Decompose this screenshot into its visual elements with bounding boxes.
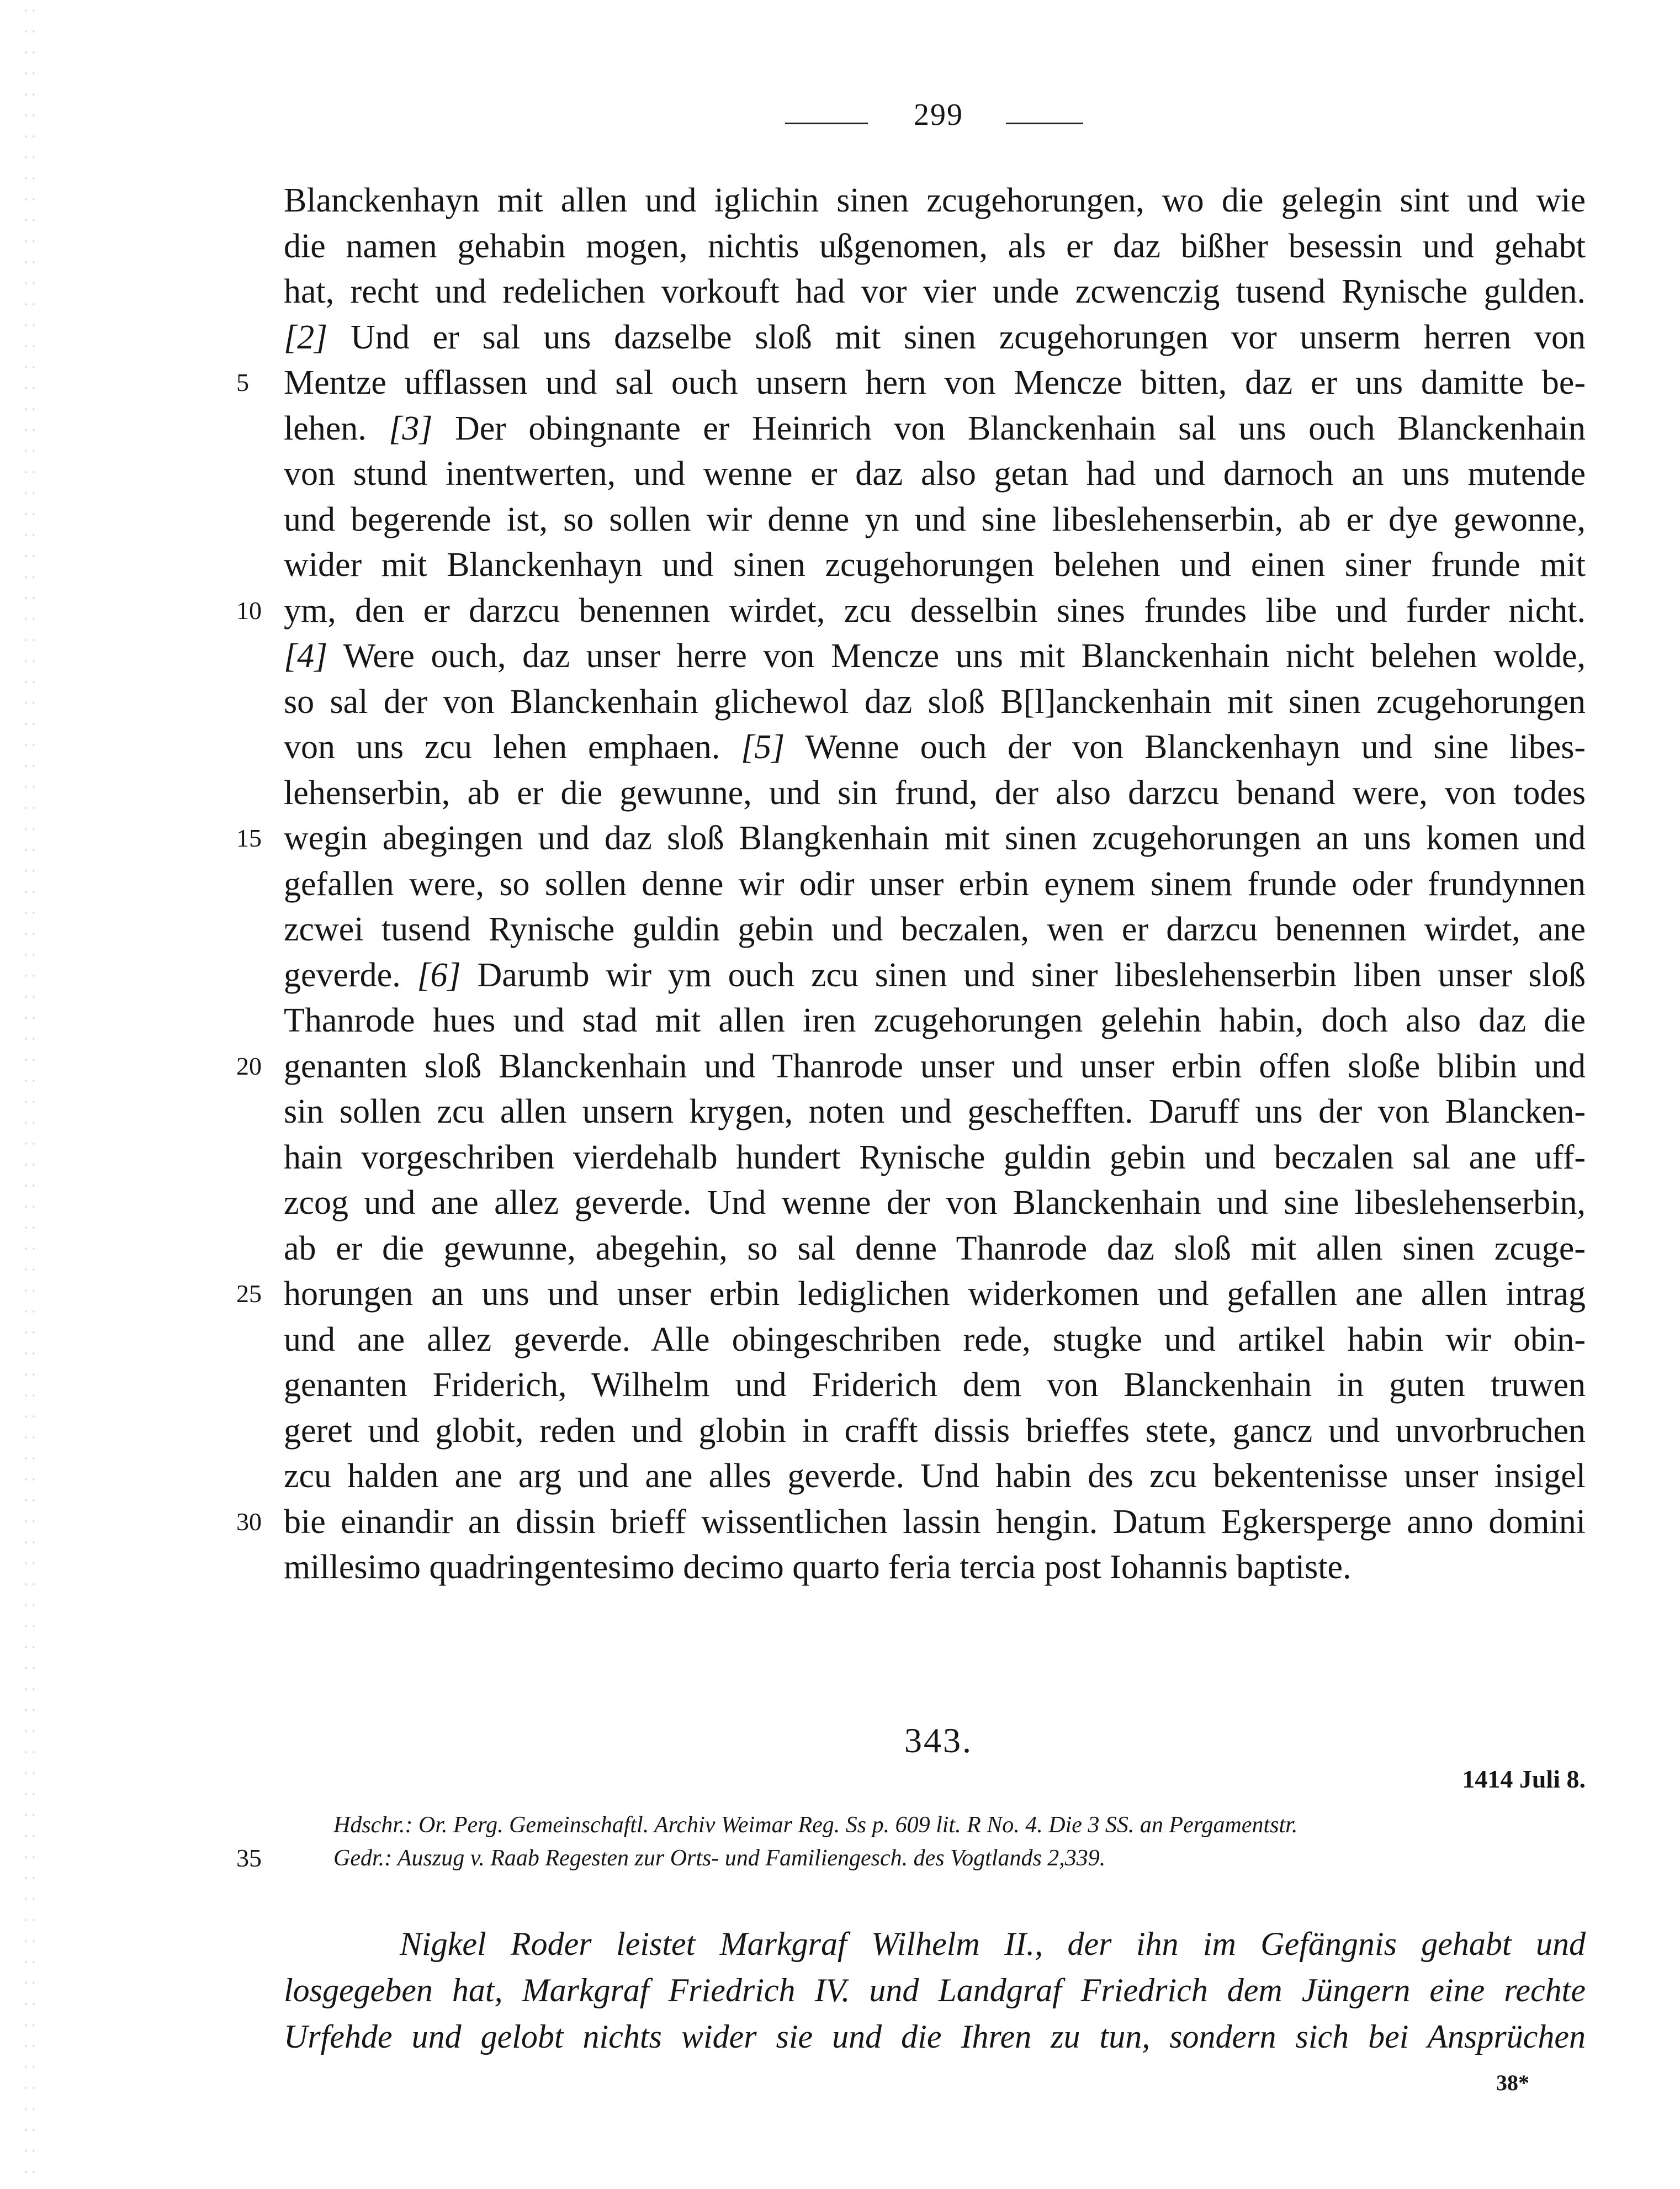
- text-line: [284, 907, 1586, 952]
- text-line: [284, 725, 1586, 770]
- text-segment: lehen.: [284, 409, 389, 447]
- text-line: [284, 1317, 1586, 1362]
- text-segment: genanten sloß Blanckenhain und Thanrode unser und unser erbin offen sloße blibin und: [284, 1047, 1586, 1085]
- text-segment: und begerende ist, so sollen wir denne yn und sine libeslehenserbin, ab er dye gewonne,: [284, 500, 1586, 538]
- text-line: [284, 1545, 1586, 1590]
- text-line: [284, 497, 1586, 542]
- line-number: 15: [236, 824, 262, 852]
- text-segment: zcu halden ane arg und ane alles geverde. Und habin des zcu bekentenisse unser insigel: [284, 1457, 1586, 1495]
- document-number: 343.: [904, 1721, 973, 1760]
- scan-edge-marks: [22, 0, 39, 2189]
- text-segment: geret und globit, reden und globin in crafft dissis brieffes stete, gancz und unvorbruchen: [284, 1411, 1586, 1450]
- text-segment: lehenserbin, ab er die gewunne, und sin frund, der also darzcu benand were, von todes: [284, 774, 1586, 812]
- text-line: [284, 588, 1586, 633]
- line-number: 10: [236, 596, 262, 625]
- text-line: [284, 451, 1586, 496]
- text-line: [284, 679, 1586, 725]
- text-line: [284, 1226, 1586, 1271]
- text-segment: Were ouch, daz unser herre von Mencze uns mit Blanckenhain nicht belehen wolde,: [327, 637, 1586, 675]
- header-rule-right: [1006, 123, 1083, 124]
- text-segment: hain vorgeschriben vierdehalb hundert Rynische guldin gebin und beczalen sal ane uff-: [284, 1138, 1586, 1176]
- summary-line: Urfehde und gelobt nichts wider sie und die Ihren zu tun, sondern sich bei Ansprüchen: [284, 2018, 1586, 2055]
- text-line: [284, 953, 1586, 998]
- summary-line: Nigkel Roder leistet Markgraf Wilhelm II., der ihn im Gefängnis gehabt und: [400, 1926, 1586, 1962]
- text-line: [284, 315, 1586, 360]
- text-segment: millesimo quadringentesimo decimo quarto feria tercia post Iohannis baptiste.: [284, 1548, 1352, 1586]
- text-line: [284, 633, 1586, 679]
- text-line: [284, 1271, 1586, 1316]
- text-segment: und ane allez geverde. Alle obingeschriben rede, stugke und artikel habin wir obin-: [284, 1320, 1586, 1358]
- text-segment: die namen gehabin mogen, nichtis ußgenomen, als er daz bißher besessin und gehabt: [284, 227, 1586, 265]
- text-line: [284, 816, 1586, 861]
- source-printed: Gedr.: Auszug v. Raab Regesten zur Orts- und Familiengesch. des Vogtlands 2,339.: [333, 1846, 1106, 1871]
- text-line: [284, 360, 1586, 405]
- text-segment: so sal der von Blanckenhain glichewol daz sloß B[l]anckenhain mit sinen zcugehorungen: [284, 683, 1586, 721]
- text-segment: Wenne ouch der von Blanckenhayn und sine libes-: [785, 728, 1586, 766]
- text-segment: zcog und ane allez geverde. Und wenne der von Blanckenhain und sine libeslehenserbin,: [284, 1184, 1586, 1222]
- line-number: 25: [236, 1279, 262, 1308]
- text-segment: hat, recht und redelichen vorkouft had vor vier unde zcwenczig tusend Rynische gulden.: [284, 273, 1586, 310]
- text-segment: Thanrode hues und stad mit allen iren zcugehorungen gelehin habin, doch also daz die: [284, 1002, 1586, 1039]
- signature-mark: 38*: [1496, 2070, 1529, 2095]
- text-segment: Darumb wir ym ouch zcu sinen und siner libeslehenserbin liben unser sloß: [460, 956, 1586, 994]
- text-line: [284, 861, 1586, 907]
- text-segment: ym, den er darzcu benennen wirdet, zcu desselbin sines frundes libe und furder nicht.: [284, 591, 1586, 630]
- text-line: [284, 1135, 1586, 1180]
- text-line: [284, 1362, 1586, 1408]
- text-segment: bie einandir an dissin brieff wissentlichen lassin hengin. Datum Egkersperge anno domini: [284, 1503, 1586, 1541]
- text-line: [284, 1453, 1586, 1499]
- text-line: [284, 178, 1586, 223]
- document-date: 1414 Juli 8.: [1462, 1765, 1586, 1793]
- text-line: [284, 1089, 1586, 1134]
- text-line: [284, 1499, 1586, 1545]
- source-manuscript: Hdschr.: Or. Perg. Gemeinschaftl. Archiv Weimar Reg. Ss p. 609 lit. R No. 4. Die 3 SS. an Pergamentstr.: [333, 1812, 1298, 1838]
- text-line: [284, 1180, 1586, 1225]
- line-number: 5: [236, 368, 249, 396]
- section-marker: [6]: [417, 956, 461, 994]
- page-header: [0, 97, 1680, 147]
- line-number: 20: [236, 1051, 262, 1080]
- section-marker: [2]: [284, 318, 328, 356]
- source-line-number: 35: [236, 1844, 262, 1872]
- text-line: [284, 406, 1586, 451]
- text-segment: Der obingnante er Heinrich von Blanckenhain sal uns ouch Blanckenhain: [432, 409, 1586, 447]
- summary-line: losgegeben hat, Markgraf Friedrich IV. und Landgraf Friedrich dem Jüngern eine rechte: [284, 1972, 1586, 2008]
- text-line: [284, 770, 1586, 816]
- text-segment: Und er sal uns dazselbe sloß mit sinen zcugehorungen vor unserm herren von: [327, 318, 1586, 356]
- text-segment: geverde.: [284, 956, 417, 994]
- section-marker: [5]: [741, 728, 785, 766]
- text-segment: von uns zcu lehen emphaen.: [284, 728, 741, 766]
- text-segment: horungen an uns und unser erbin lediglichen widerkomen und gefallen ane allen intrag: [284, 1275, 1586, 1313]
- text-segment: Mentze ufflassen und sal ouch unsern hern von Mencze bitten, daz er uns damitte be-: [284, 364, 1586, 401]
- text-line: [284, 1044, 1586, 1089]
- text-line: [284, 1408, 1586, 1453]
- text-line: [284, 224, 1586, 269]
- text-segment: sin sollen zcu allen unsern krygen, noten und geschefften. Daruff uns der von Blancken-: [284, 1093, 1586, 1130]
- header-rule-left: [785, 123, 868, 124]
- text-segment: zcwei tusend Rynische guldin gebin und beczalen, wen er darzcu benennen wirdet, ane: [284, 911, 1586, 948]
- section-marker: [4]: [284, 637, 328, 675]
- text-segment: ab er die gewunne, abegehin, so sal denne Thanrode daz sloß mit allen sinen zcuge-: [284, 1229, 1586, 1267]
- text-segment: wegin abegingen und daz sloß Blangkenhain mit sinen zcugehorungen an uns komen und: [284, 819, 1586, 857]
- text-segment: genanten Friderich, Wilhelm und Friderich dem von Blanckenhain in guten truwen: [284, 1366, 1586, 1404]
- text-segment: wider mit Blanckenhayn und sinen zcugehorungen belehen und einen siner frunde mit: [284, 546, 1586, 584]
- text-segment: gefallen were, so sollen denne wir odir unser erbin eynem sinem frunde oder frundynnen: [284, 865, 1586, 903]
- section-marker: [3]: [389, 409, 433, 447]
- text-line: [284, 542, 1586, 588]
- line-number: 30: [236, 1507, 262, 1536]
- page-number: 299: [914, 98, 963, 132]
- text-line: [284, 998, 1586, 1043]
- text-segment: Blanckenhayn mit allen und iglichin sinen zcugehorungen, wo die gelegin sint und wie: [284, 182, 1586, 219]
- text-line: [284, 269, 1586, 314]
- text-segment: von stund inentwerten, und wenne er daz also getan had und darnoch an uns mutende: [284, 455, 1586, 493]
